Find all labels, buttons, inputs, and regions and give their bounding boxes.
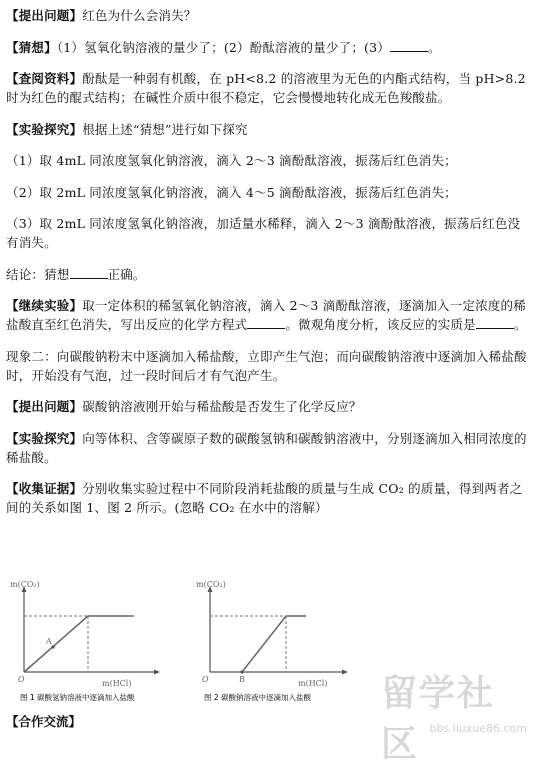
document-body bbox=[6, 6, 531, 530]
figure-2 bbox=[188, 578, 363, 706]
point-a bbox=[51, 645, 54, 648]
conclusion bbox=[6, 265, 531, 284]
text: 。 bbox=[427, 39, 441, 55]
text: 向等体积、含等碳原子数的碳酸氢钠和碳酸钠溶液中，分别逐滴加入相同浓度的稀盐酸。 bbox=[6, 430, 527, 465]
x-axis-label: m(HCl) bbox=[298, 679, 328, 688]
phenomenon-2: 现象二：向碳酸钠粉末中逐滴加入稀盐酸，立即产生气泡；而向碳酸钠溶液中逐滴加入稀盐酸时，开始没有气泡，过一段时间后才有气泡产生。 bbox=[6, 348, 527, 383]
answer-blank[interactable] bbox=[390, 39, 428, 52]
text: 分别收集实验过程中不同阶段消耗盐酸的质量与生成 CO₂ 的质量，得到两者之间的关系如图 1、图 2 所示。(忽略 CO₂ 在水中的溶解） bbox=[6, 481, 523, 515]
point-a-label: A bbox=[46, 637, 52, 646]
tag: 【收集证据】 bbox=[6, 481, 83, 496]
text: 根据上述“猜想”进行如下探究 bbox=[82, 121, 248, 137]
answer-blank[interactable] bbox=[247, 316, 285, 329]
point-b bbox=[240, 670, 243, 673]
watermark-url: bbs.liuxue86.com bbox=[429, 722, 527, 735]
figure-1-graph bbox=[6, 578, 176, 706]
text: 碳酸钠溶液刚开始与稀盐酸是否发生了化学反应？ bbox=[82, 399, 362, 414]
origin-label: O bbox=[18, 675, 25, 684]
point-b-label: B bbox=[239, 675, 245, 684]
figures bbox=[6, 578, 366, 706]
step-3: （3）取 2mL 同浓度氢氧化钠溶液，加适量水稀释，滴入 2～3 滴酚酞溶液，振荡后红色没有消失。 bbox=[6, 216, 521, 250]
tag: 【查阅资料】 bbox=[6, 71, 83, 86]
experiment bbox=[6, 120, 531, 139]
tag: 【继续实验】 bbox=[6, 298, 83, 313]
figure-2-caption: 图 2 碳酸钠溶液中逐滴加入盐酸 bbox=[204, 693, 312, 702]
step-2: （2）取 2mL 同浓度氢氧化钠溶液，滴入 4～5 滴酚酞溶液，振荡后红色消失； bbox=[6, 184, 457, 200]
hypothesis bbox=[6, 38, 531, 57]
tag: 【实验探究】 bbox=[6, 121, 83, 137]
text: （1）氢氧化钠溶液的量少了；(2）酚酞溶液的量少了；(3） bbox=[56, 39, 390, 55]
text: 酚酞是一种弱有机酸，在 pH<8.2 的溶液里为无色的内酯式结构，当 pH>8.2 时为红色的醌式结构；在碱性介质中很不稳定，它会慢慢地转化成无色羧酸盐。 bbox=[6, 71, 526, 105]
answer-blank[interactable] bbox=[70, 266, 108, 279]
tag: 【实验探究】 bbox=[6, 430, 83, 446]
text: 。 bbox=[513, 317, 527, 332]
origin-label: O bbox=[202, 675, 209, 684]
watermark bbox=[381, 665, 531, 765]
figure-1 bbox=[6, 578, 176, 706]
step-1: （1）取 4mL 同浓度氢氧化钠溶液，滴入 2～3 滴酚酞溶液，振荡后红色消失； bbox=[6, 153, 457, 168]
figure-1-caption: 图 1 碳酸氢钠溶液中逐滴加入盐酸 bbox=[20, 693, 135, 702]
answer-blank[interactable] bbox=[476, 316, 514, 329]
y-axis-label: m(CO₂) bbox=[10, 580, 40, 589]
data-line bbox=[242, 616, 286, 672]
reference bbox=[6, 69, 531, 107]
x-axis-arrow-icon bbox=[154, 670, 160, 675]
question-2 bbox=[6, 397, 531, 416]
tag: 【提出问题】 bbox=[6, 8, 83, 23]
data-line bbox=[24, 616, 88, 672]
experiment-2 bbox=[6, 429, 531, 467]
question-1 bbox=[6, 6, 531, 25]
text: 。微观角度分析，该反应的实质是 bbox=[285, 317, 476, 332]
x-axis-arrow-icon bbox=[342, 670, 348, 675]
watermark-logo-text: 留学社区 bbox=[381, 673, 496, 765]
tag: 【提出问题】 bbox=[6, 399, 83, 414]
text: 取一定体积的稀氢氧化钠溶液，滴入 2～3 滴酚酞溶液，逐滴加入一定浓度的稀盐酸直至红色消失，写出反应的化学方程式 bbox=[6, 298, 526, 332]
text: 红色为什么会消失？ bbox=[82, 8, 197, 23]
x-axis-label: m(HCl) bbox=[102, 679, 132, 688]
evidence bbox=[6, 479, 531, 517]
tag: 【猜想】 bbox=[6, 39, 57, 55]
cooperation-heading: 【合作交流】 bbox=[6, 714, 82, 729]
y-axis-label: m(CO₂) bbox=[196, 580, 226, 589]
text: 结论：猜想 bbox=[6, 266, 70, 282]
figure-2-graph bbox=[188, 578, 363, 706]
continue-experiment bbox=[6, 296, 531, 334]
text: 正确。 bbox=[107, 266, 146, 282]
